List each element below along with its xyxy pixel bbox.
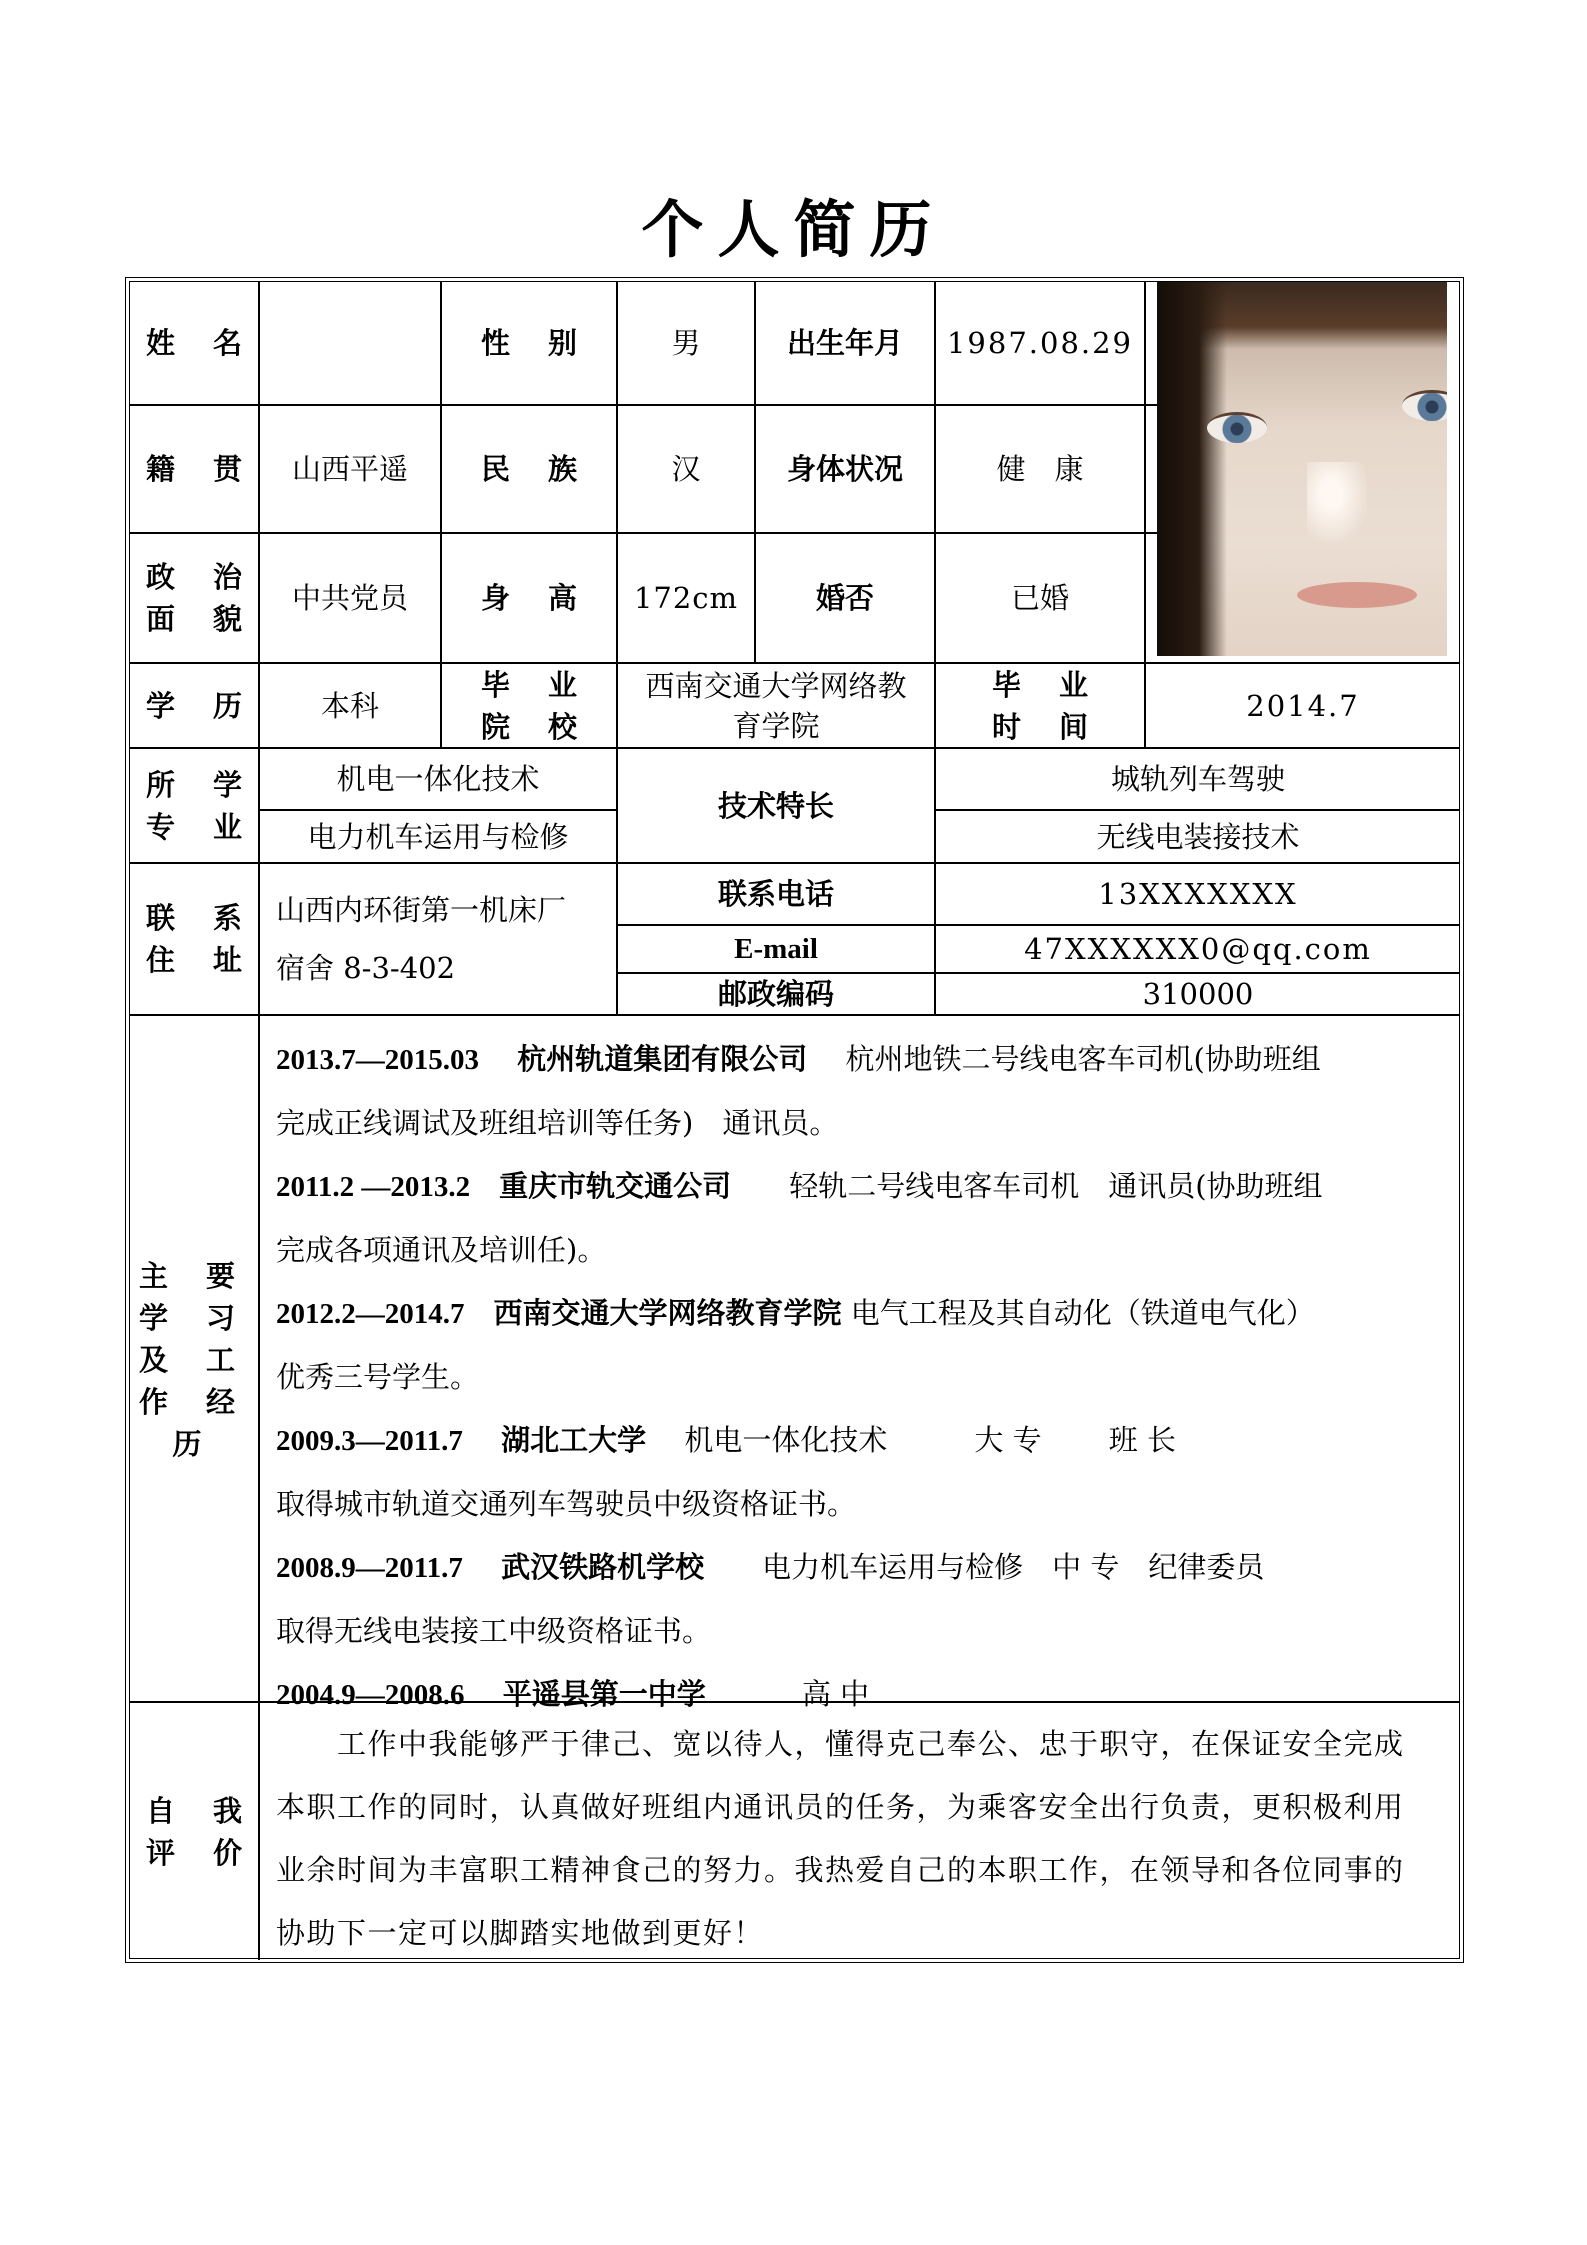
graduation-time-label-line2: 时 间: [991, 709, 1103, 744]
experience-entry-line2: 完成各项通讯及培训任)。: [276, 1233, 607, 1267]
experience-detail: 电气工程及其自动化（铁道电气化）: [850, 1296, 1315, 1330]
experience-label-line: 主 要: [138, 1259, 250, 1293]
skill-item: 城轨列车驾驶: [1110, 762, 1285, 796]
photo-hair: [1157, 282, 1227, 656]
marital-status-value: 已婚: [1010, 581, 1069, 615]
address-label: [130, 864, 258, 1014]
experience-period: 2008.9—2011.7: [276, 1552, 463, 1584]
experience-org: 重庆市轨交通公司: [499, 1171, 732, 1203]
self-assessment-line: 协助下一定可以脚踏实地做到更好！: [276, 1916, 765, 1950]
experience-entry: [276, 1282, 1446, 1346]
health-value: 健 康: [996, 451, 1084, 486]
experience-entry: [276, 1155, 1446, 1219]
degree-value: 本科: [320, 688, 379, 723]
marital-status-label: 婚否: [815, 581, 874, 615]
major-label-line1: 所 学: [145, 767, 257, 802]
address-line1: 山西内环街第一机床厂: [276, 893, 567, 927]
experience-org: 湖北工大学: [501, 1425, 647, 1457]
experience-detail: 机电一体化技术 大 专 班 长: [684, 1423, 1177, 1457]
experience-entry: [276, 1028, 1446, 1092]
experience-entry-line2: 取得城市轨道交通列车驾驶员中级资格证书。: [276, 1487, 857, 1521]
experience-label-line: 作 经: [138, 1385, 250, 1419]
experience-detail: 轻轨二号线电客车司机 通讯员(协助班组: [789, 1169, 1323, 1203]
school-value-line2: 育学院: [732, 708, 820, 743]
gender-value: 男: [671, 326, 701, 360]
experience-entry-line2: 取得无线电装接工中级资格证书。: [276, 1614, 712, 1648]
address-label-line1: 联 系: [145, 901, 257, 935]
zip-value: 310000: [1142, 977, 1254, 1011]
graduation-time-value: 2014.7: [1246, 688, 1360, 723]
email-label: E-mail: [734, 933, 818, 965]
photo-eye-left: [1207, 412, 1267, 443]
health-label: 身体状况: [786, 451, 903, 486]
experience-entry-line2: 优秀三号学生。: [276, 1360, 480, 1394]
ethnicity-label: 民 族: [480, 451, 592, 486]
self-assessment-label-line1: 自 我: [145, 1794, 257, 1828]
major-label: [130, 749, 258, 862]
address-value: [260, 864, 616, 1014]
experience-detail: 杭州地铁二号线电客车司机(协助班组: [845, 1042, 1321, 1076]
phone-label: 联系电话: [717, 877, 834, 911]
political-status-label: [130, 534, 258, 662]
email-value: 47XXXXXX0@qq.com: [1024, 932, 1372, 966]
experience-detail: 高 中: [801, 1677, 870, 1711]
experience-label-line: 历: [172, 1427, 216, 1461]
self-assessment-line: 本职工作的同时，认真做好班组内通讯员的任务，为乘客安全出行负责，更积极利用: [276, 1790, 1405, 1824]
degree-label: 学 历: [145, 688, 257, 723]
height-value: 172cm: [633, 581, 739, 615]
experience-content: [260, 1014, 1460, 1711]
school-label-line1: 毕 业: [480, 667, 592, 702]
photo-eye-right: [1402, 390, 1447, 421]
phone-value: 13XXXXXXX: [1098, 877, 1298, 911]
experience-label: [130, 1255, 258, 1465]
experience-period: 2009.3—2011.7: [276, 1425, 463, 1457]
graduation-time-label-line1: 毕 业: [991, 667, 1103, 702]
birth-value: 1987.08.29: [946, 326, 1134, 360]
graduation-time-label: [936, 664, 1144, 747]
experience-period: 2012.2—2014.7: [276, 1298, 465, 1330]
self-assessment-line: 工作中我能够严于律己、宽以待人，懂得克己奉公、忠于职守，在保证安全完成: [276, 1727, 1405, 1761]
experience-period: 2013.7—2015.03: [276, 1044, 479, 1076]
experience-org: 武汉铁路机学校: [501, 1552, 705, 1584]
profile-photo: [1157, 282, 1447, 656]
name-label: 姓 名: [145, 326, 257, 360]
experience-period: 2011.2 —2013.2: [276, 1171, 471, 1203]
native-place-label: 籍 贯: [145, 451, 257, 486]
experience-label-line: 及 工: [138, 1343, 250, 1377]
experience-detail: 电力机车运用与检修 中 专 纪律委员: [762, 1550, 1265, 1584]
experience-entry: [276, 1409, 1446, 1473]
self-assessment-label: [130, 1703, 258, 1961]
experience-org: 西南交通大学网络教育学院: [493, 1298, 842, 1330]
school-label: [442, 664, 616, 747]
major-item: 机电一体化技术: [336, 762, 540, 796]
major-label-line2: 专 业: [145, 809, 257, 844]
school-label-line2: 院 校: [480, 709, 592, 744]
political-status-value: 中共党员: [291, 581, 408, 615]
school-value-line1: 西南交通大学网络教: [645, 668, 907, 703]
address-label-line2: 住 址: [145, 943, 257, 977]
gender-label: 性 别: [480, 326, 592, 360]
political-status-label-line1: 政 治: [145, 560, 257, 594]
birth-label: 出生年月: [786, 326, 903, 360]
experience-period: 2004.9—2008.6: [276, 1679, 465, 1711]
skills-label: 技术特长: [717, 788, 834, 823]
experience-entry-line2: 完成正线调试及班组培训等任务) 通讯员。: [276, 1106, 839, 1140]
address-line2: 宿舍 8-3-402: [276, 951, 456, 985]
experience-org: 平遥县第一中学: [502, 1679, 706, 1711]
major-item: 电力机车运用与检修: [307, 819, 569, 854]
political-status-label-line2: 面 貌: [145, 602, 257, 636]
skill-item: 无线电装接技术: [1096, 819, 1300, 854]
zip-label: 邮政编码: [717, 977, 834, 1011]
experience-entry: [276, 1536, 1446, 1600]
self-assessment-label-line2: 评 价: [145, 1836, 257, 1870]
page-title: 个人简历: [641, 193, 946, 266]
ethnicity-value: 汉: [671, 451, 701, 486]
name-value: [260, 282, 440, 404]
photo-mouth: [1297, 582, 1417, 608]
experience-label-line: 学 习: [138, 1301, 250, 1335]
self-assessment-content: [260, 1703, 1460, 1961]
native-place-value: 山西平遥: [291, 451, 408, 486]
photo-nose: [1307, 462, 1367, 542]
height-label: 身 高: [480, 581, 592, 615]
self-assessment-line: 业余时间为丰富职工精神食己的努力。我热爱自己的本职工作，在领导和各位同事的: [276, 1853, 1405, 1887]
school-value: [618, 664, 934, 747]
experience-org: 杭州轨道集团有限公司: [517, 1044, 808, 1076]
